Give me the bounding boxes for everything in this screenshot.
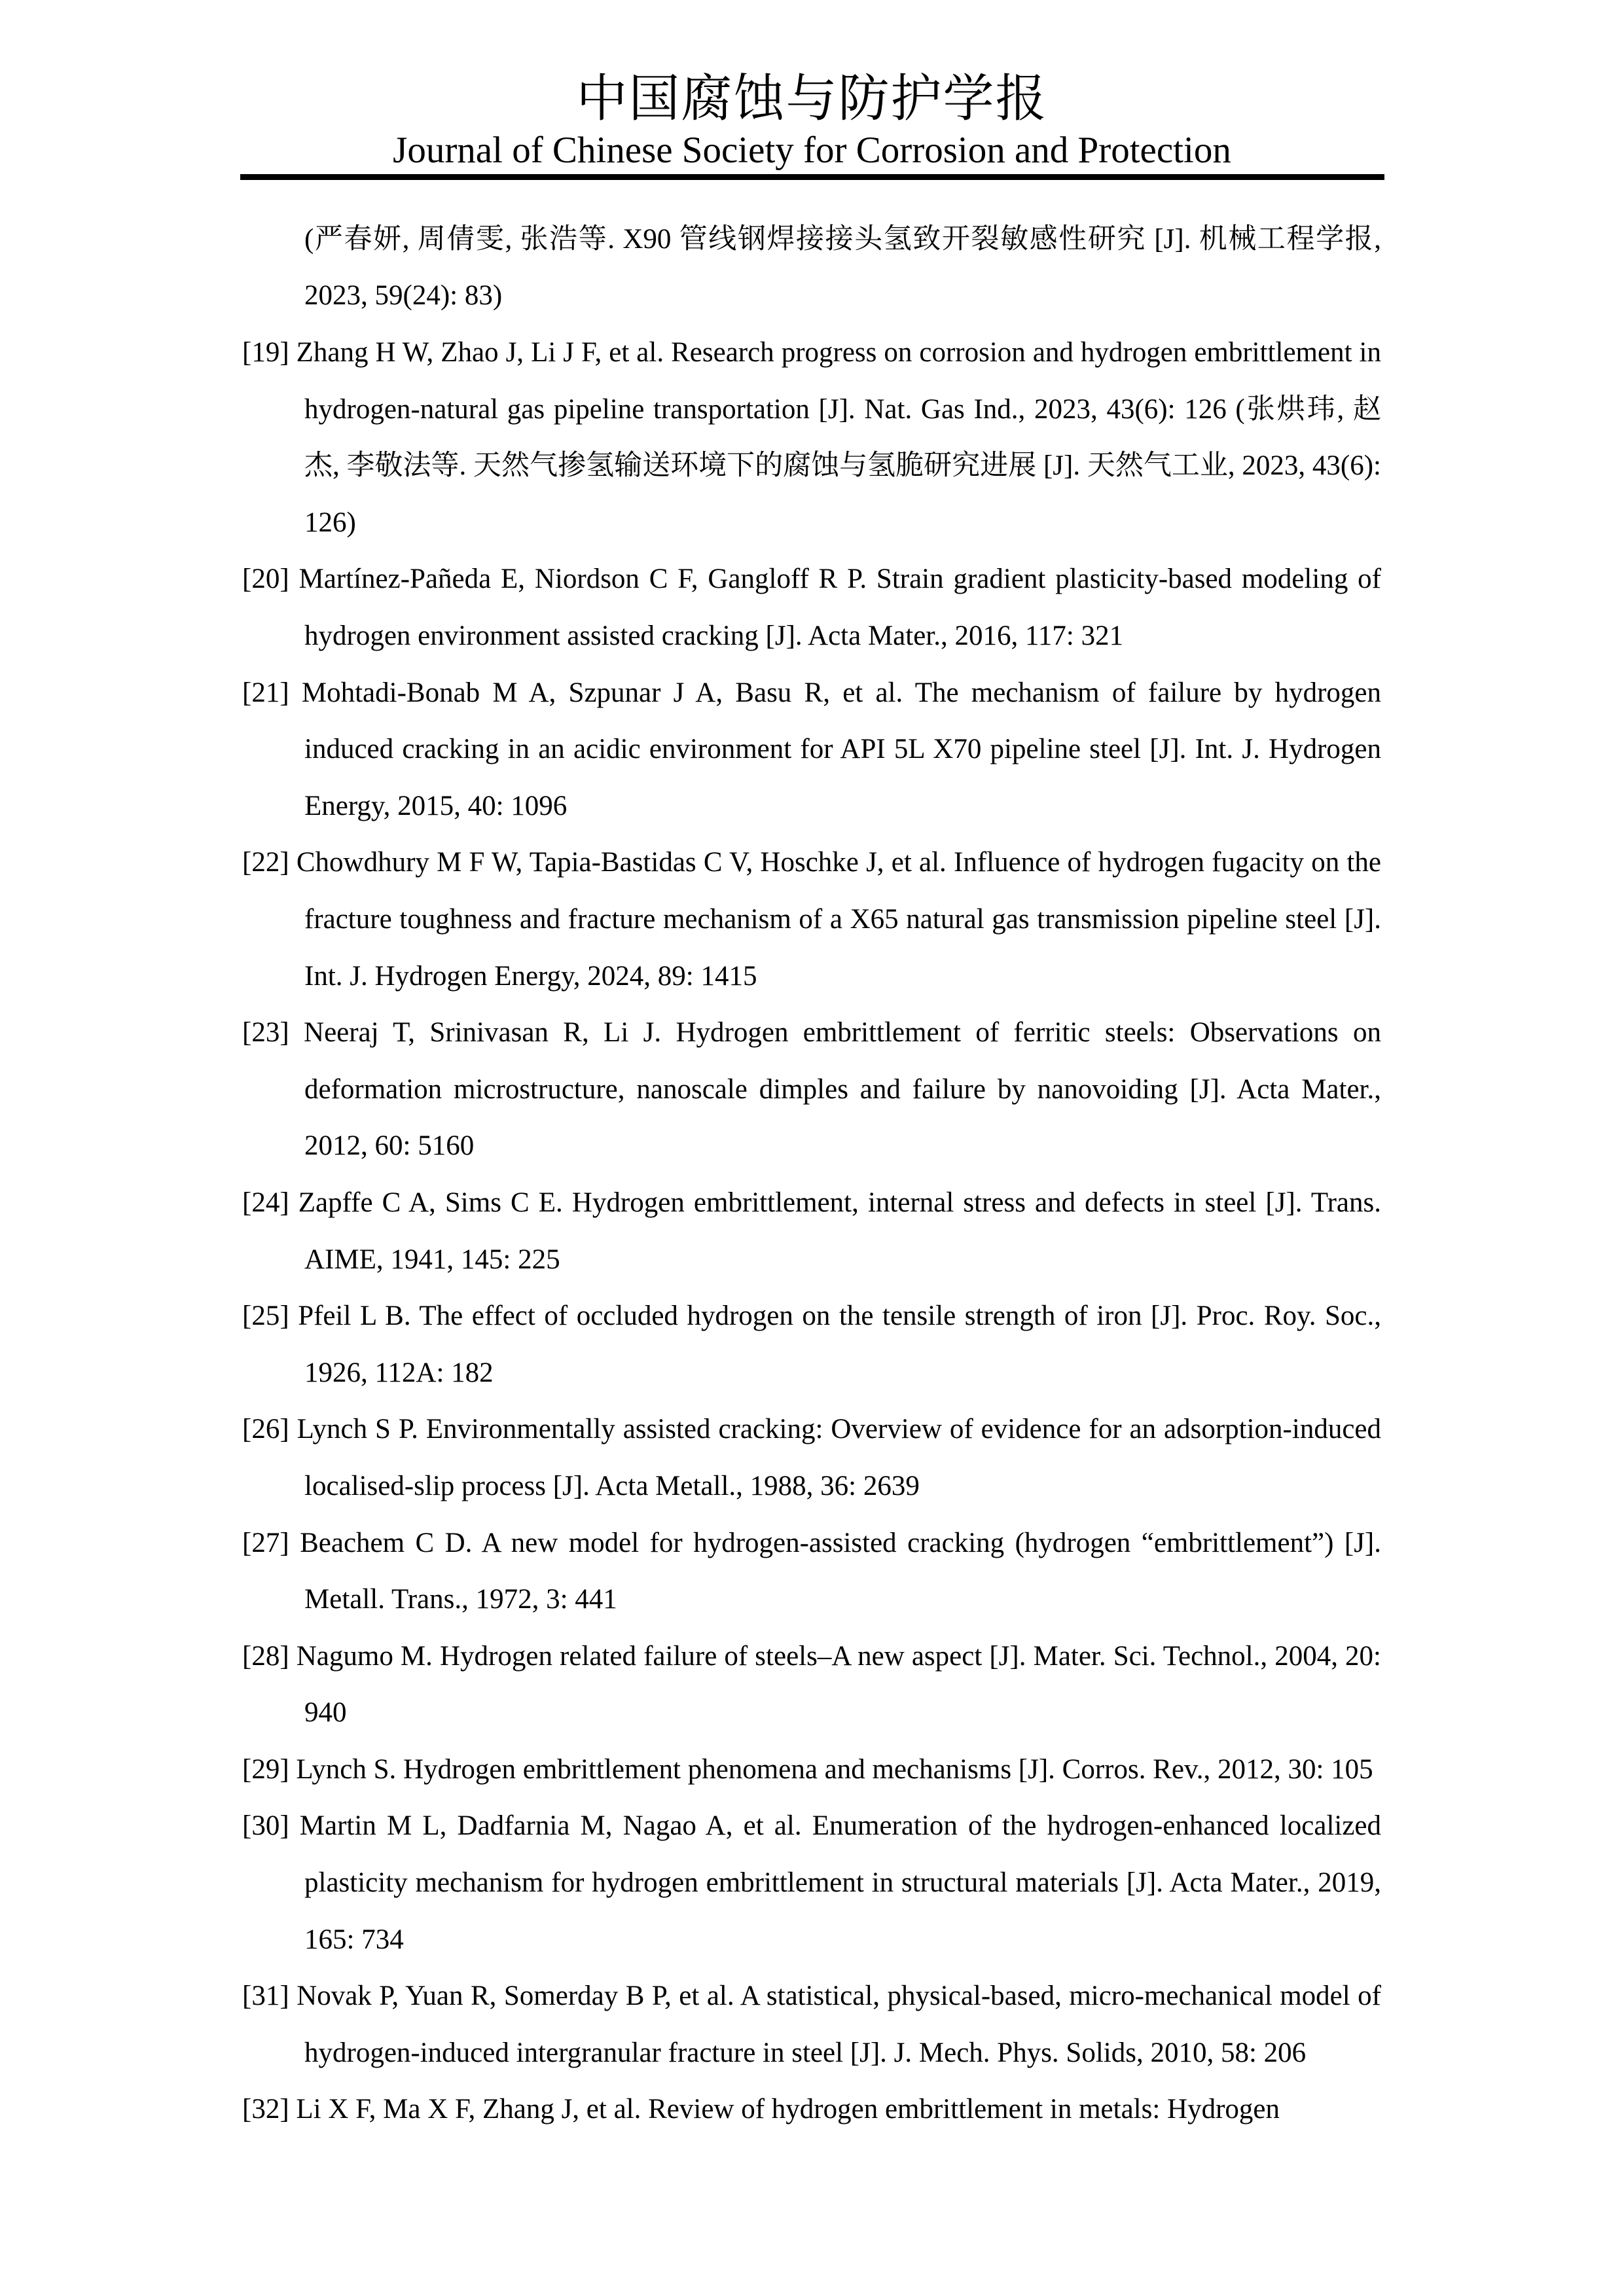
references-list [242,211,1381,2138]
reference-text: Novak P, Yuan R, Somerday B P, et al. A statistical, physical-based, micro-mechanical model of hydrogen-induced intergranular fracture in steel [J]. J. Mech. Phys. Solids, 2010, 58: 206 [297,1981,1381,2068]
reference-text: Chowdhury M F W, Tapia-Bastidas C V, Hoschke J, et al. Influence of hydrogen fugacity on the fracture toughness and fracture mechanism of a X65 natural gas transmission pipeline steel [J]. Int. J. Hydrogen Energy, 2024, 89: 1415 [296,847,1382,992]
reference-number: [21] [242,677,289,708]
reference-number: [27] [242,1527,289,1558]
reference-number: [30] [242,1810,289,1842]
reference-number: [32] [242,2094,289,2125]
reference-number: [24] [242,1187,289,1218]
reference-item [242,1515,1381,1628]
reference-number: [23] [242,1017,289,1049]
reference-number: [22] [242,847,289,878]
reference-number: [31] [242,1981,289,2012]
reference-number: [28] [242,1640,289,1672]
page-header [0,0,1624,180]
reference-text: Lynch S. Hydrogen embrittlement phenomena and mechanisms [J]. Corros. Rev., 2012, 30: 105 [296,1753,1373,1785]
journal-title-chinese: 中国腐蚀与防护学报 [576,70,1048,127]
reference-number: [29] [242,1753,289,1785]
reference-item [242,1005,1381,1175]
header-divider-rule [240,174,1384,180]
reference-text: Pfeil L B. The effect of occluded hydrogen on the tensile strength of iron [J]. Proc. Roy. Soc., 1926, 112A: 182 [298,1300,1382,1388]
reference-item [242,1742,1381,1799]
reference-text: Mohtadi-Bonab M A, Szpunar J A, Basu R, et al. The mechanism of failure by hydrogen induced cracking in an acidic environment for API 5L X70 pipeline steel [J]. Int. J. Hydrogen Energy, 2015, 40: 1096 [301,677,1381,821]
reference-number: [26] [242,1414,289,1445]
journal-title-english: Journal of Chinese Society for Corrosion and Protection [393,130,1231,171]
reference-item [242,551,1381,664]
reference-number: [20] [242,564,289,595]
reference-item [242,2081,1381,2138]
reference-item [242,1968,1381,2081]
reference-text: Neeraj T, Srinivasan R, Li J. Hydrogen embrittlement of ferritic steels: Observations on deformation microstructure, nanoscale dimples and failure by nanovoiding [J]. Acta Mater., 2012, 60: 5160 [304,1017,1382,1162]
reference-item [242,211,1381,325]
reference-number: [19] [242,337,289,368]
reference-item [242,1175,1381,1288]
reference-item [242,1798,1381,1968]
reference-item [242,325,1381,551]
reference-text: Martin M L, Dadfarnia M, Nagao A, et al. Enumeration of the hydrogen-enhanced localized plasticity mechanism for hydrogen embrittlement in structural materials [J]. Acta Mater., 2019, 165: 734 [299,1810,1382,1955]
reference-item [242,834,1381,1005]
reference-text: Li X F, Ma X F, Zhang J, et al. Review of hydrogen embrittlement in metals: Hydrogen [296,2094,1280,2125]
reference-text: Martínez-Pañeda E, Niordson C F, Gangloff R P. Strain gradient plasticity-based modeling of hydrogen environment assisted cracking [J]. Acta Mater., 2016, 117: 321 [298,564,1381,651]
reference-text: Beachem C D. A new model for hydrogen-assisted cracking (hydrogen “embrittlement”) [J]. Metall. Trans., 1972, 3: 441 [300,1527,1382,1615]
reference-text: Nagumo M. Hydrogen related failure of steels–A new aspect [J]. Mater. Sci. Technol., 2004, 20: 940 [296,1640,1381,1729]
reference-number: [25] [242,1300,289,1332]
reference-item [242,1288,1381,1401]
reference-text: (严春妍, 周倩雯, 张浩等. X90 管线钢焊接接头氢致开裂敏感性研究 [J]. 机械工程学报, 2023, 59(24): 83) [304,223,1381,312]
reference-item [242,665,1381,835]
reference-item [242,1401,1381,1515]
reference-text: Zhang H W, Zhao J, Li J F, et al. Research progress on corrosion and hydrogen embrittlement in hydrogen-natural gas pipeline transportation [J]. Nat. Gas Ind., 2023, 43(6): 126 (张烘玮, 赵杰, 李敬法等. 天然气掺氢输送环境下的腐蚀与氢脆研究进展 [J]. 天然气工业, 2023, 43(6): 126) [296,337,1381,538]
reference-text: Lynch S P. Environmentally assisted cracking: Overview of evidence for an adsorption-induced localised-slip process [J]. Acta Metall., 1988, 36: 2639 [297,1414,1381,1501]
reference-text: Zapffe C A, Sims C E. Hydrogen embrittlement, internal stress and defects in steel [J]. Trans. AIME, 1941, 145: 225 [298,1187,1381,1275]
reference-item [242,1628,1381,1742]
